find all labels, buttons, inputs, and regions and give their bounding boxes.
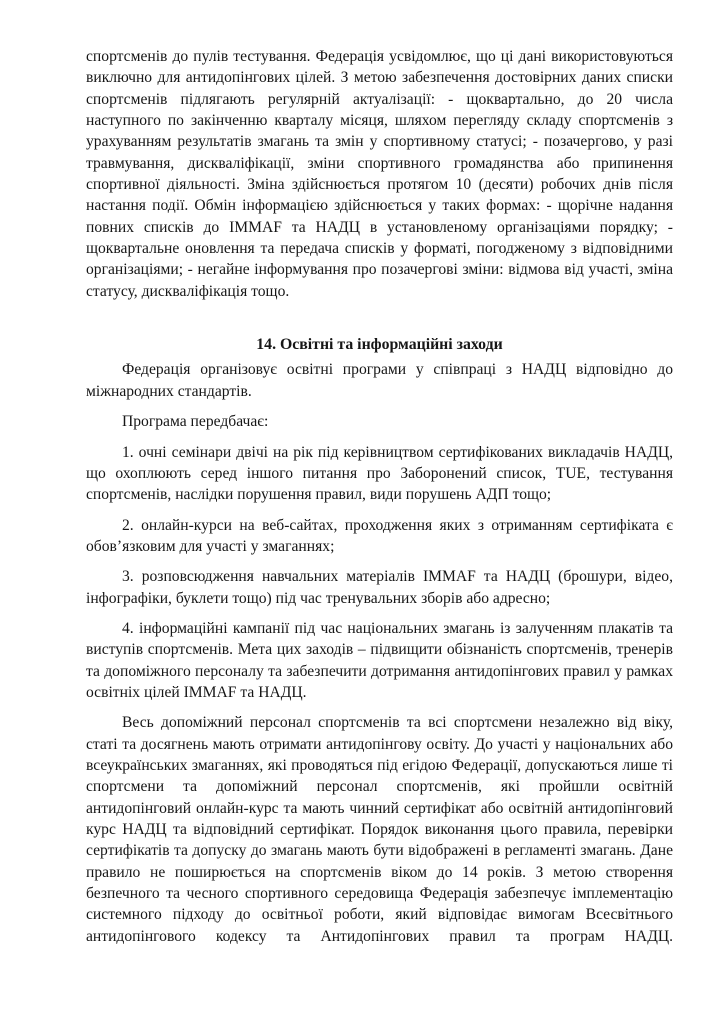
section-heading: 14. Освітні та інформаційні заходи <box>256 336 503 354</box>
program-item-2: 2. онлайн-курси на веб-сайтах, проходження яких з отриманням сертифіката є обов’язковим для участі у змаганнях; <box>86 516 673 555</box>
closing-paragraph: Весь допоміжний персонал спортсменів та всі спортсмени незалежно від віку, статі та досягнень мають отримати антидопінгову освіту. До участі у національних або всеукраїнських змаганнях, які проводяться під егідою Федерації, допускаються лише ті спортсмени та допоміжний персонал спортсменів, які пройшли освітній антидопінговий онлайн-курс та мають чинний сертифікат або освітній антидопінговий курс НАДЦ та відповідний сертифікат. Порядок виконання цього правила, перевірки сертифікатів та допуску до змагань мають бути відображені в регламенті змагань. Дане правило не поширюється на спортсменів віком до 14 років. З метою створення безпечного та чесного спортивного середовища Федерація забезпечує імплементацію системного підходу до освітньої роботи, який відповідає вимогам Всесвітнього антидопінгового кодексу та Антидопінгових правил та програм НАДЦ. <box>86 714 673 945</box>
program-item-4: 4. інформаційні кампанії під час національних змагань із залученням плакатів та виступів спортсменів. Мета цих заходів – підвищити обізнаність спортсменів, тренерів та допоміжного персоналу та забезпечити дотримання антидопінгових правил у рамках освітніх цілей IMMAF та НАДЦ. <box>86 619 673 701</box>
document-page <box>86 46 673 947</box>
intro-paragraph: спортсменів до пулів тестування. Федерація усвідомлює, що ці дані використовуються виключно для антидопінгових цілей. З метою забезпечення достовірних даних списки спортсменів підлягають регулярній актуалізації: - щоквартально, до 20 числа наступного по закінченню кварталу місяця, шляхом перегляду складу спортсменів з урахуванням результатів змагань та змін у спортивному статусі; - позачергово, у разі травмування, дискваліфікації, зміни спортивного громадянства або припинення спортивної діяльності. Зміна здійснюється протягом 10 (десяти) робочих днів після настання події. Обмін інформацією здійснюється у таких формах: - щорічне надання повних списків до IMMAF та НАДЦ в установленому організаціями порядку; - щоквартальне оновлення та передача списків у форматі, погодженому з відповідними організаціями; - негайне інформування про позачергові зміни: відмова від участі, зміна статусу, дискваліфікація тощо. <box>86 48 673 300</box>
program-intro: Програма передбачає: <box>122 413 269 431</box>
program-item-3: 3. розповсюдження навчальних матеріалів IMMAF та НАДЦ (брошури, відео, інфографіки, буклети тощо) під час тренувальних зборів або адресно; <box>86 568 673 607</box>
section-lead-paragraph: Федерація організовує освітні програми у співпраці з НАДЦ відповідно до міжнародних стандартів. <box>86 361 673 400</box>
program-item-1: 1. очні семінари двічі на рік під керівництвом сертифікованих викладачів НАДЦ, що охоплюють серед іншого питання про Заборонений список, TUE, тестування спортсменів, наслідки порушення правил, види порушень АДП тощо; <box>86 443 673 504</box>
